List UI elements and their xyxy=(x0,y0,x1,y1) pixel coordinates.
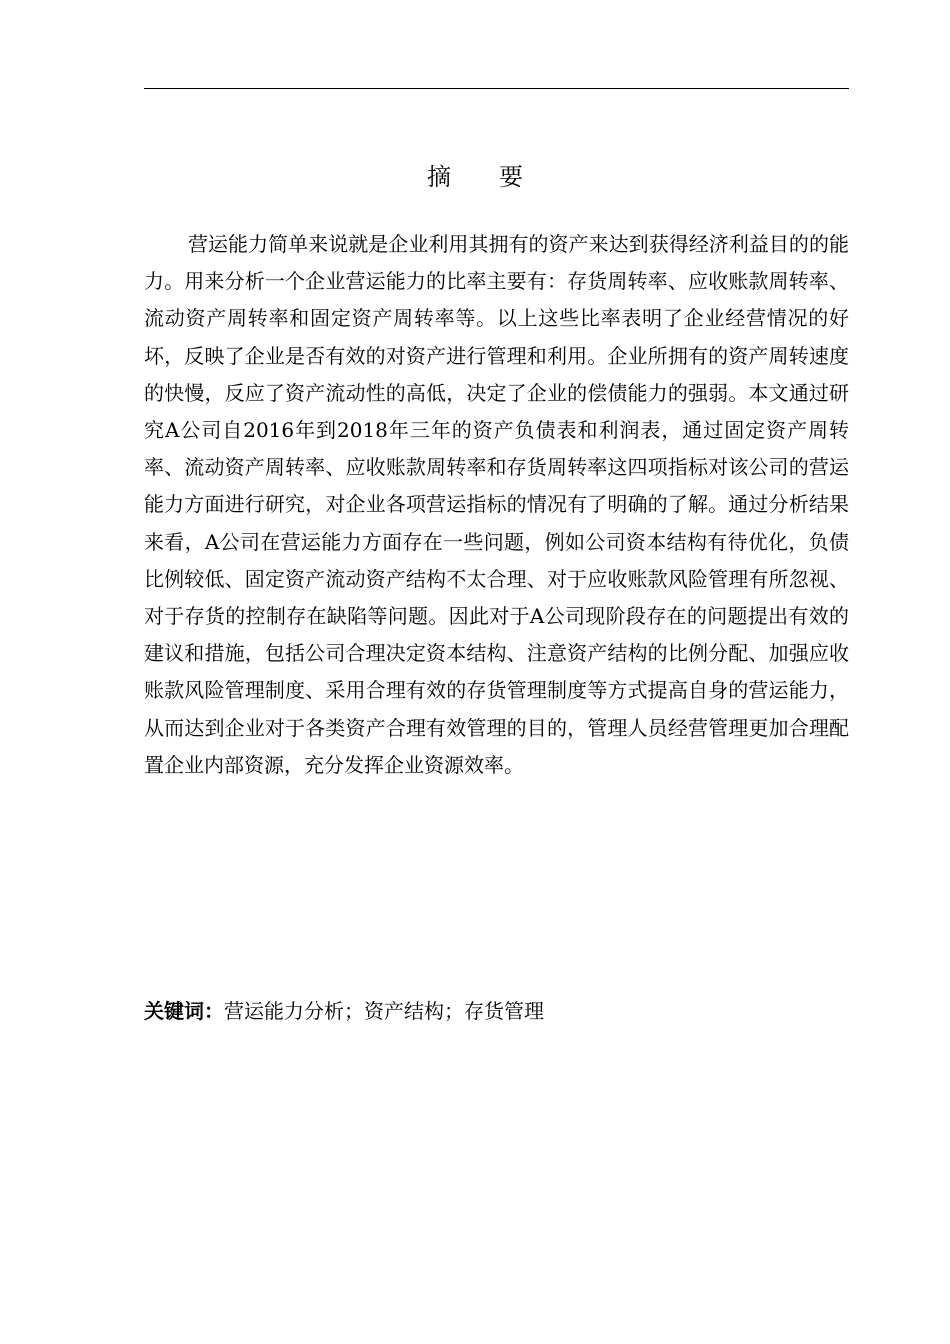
abstract-body: 营运能力简单来说就是企业利用其拥有的资产来达到获得经济利益目的的能力。用来分析一个企业营运能力的比率主要有：存货周转率、应收账款周转率、流动资产周转率和固定资产周转率等。以上这些比率表明了企业经营情况的好坏，反映了企业是否有效的对资产进行管理和利用。企业所拥有的资产周转速度的快慢，反应了资产流动性的高低，决定了企业的偿债能力的强弱。本文通过研究A公司自2016年到2018年三年的资产负债表和利润表，通过固定资产周转率、流动资产周转率、应收账款周转率和存货周转率这四项指标对该公司的营运能力方面进行研究，对企业各项营运指标的情况有了明确的了解。通过分析结果来看，A公司在营运能力方面存在一些问题，例如公司资本结构有待优化，负债比例较低、固定资产流动资产结构不太合理、对于应收账款风险管理有所忽视、对于存货的控制存在缺陷等问题。因此对于A公司现阶段存在的问题提出有效的建议和措施，包括公司合理决定资本结构、注意资产结构的比例分配、加强应收账款风险管理制度、采用合理有效的存货管理制度等方式提高自身的营运能力，从而达到企业对于各类资产合理有效管理的目的，管理人员经营管理更加合理配置企业内部资源，充分发挥企业资源效率。 xyxy=(144,232,849,777)
header-rule xyxy=(144,88,849,89)
abstract-title-char-1: 摘 xyxy=(427,163,451,191)
abstract-title xyxy=(0,159,950,195)
keywords-label: 关键词： xyxy=(144,999,224,1023)
abstract-title-char-2: 要 xyxy=(499,163,523,191)
keywords-value: 营运能力分析；资产结构；存货管理 xyxy=(224,999,544,1023)
keywords-line xyxy=(144,993,849,1029)
